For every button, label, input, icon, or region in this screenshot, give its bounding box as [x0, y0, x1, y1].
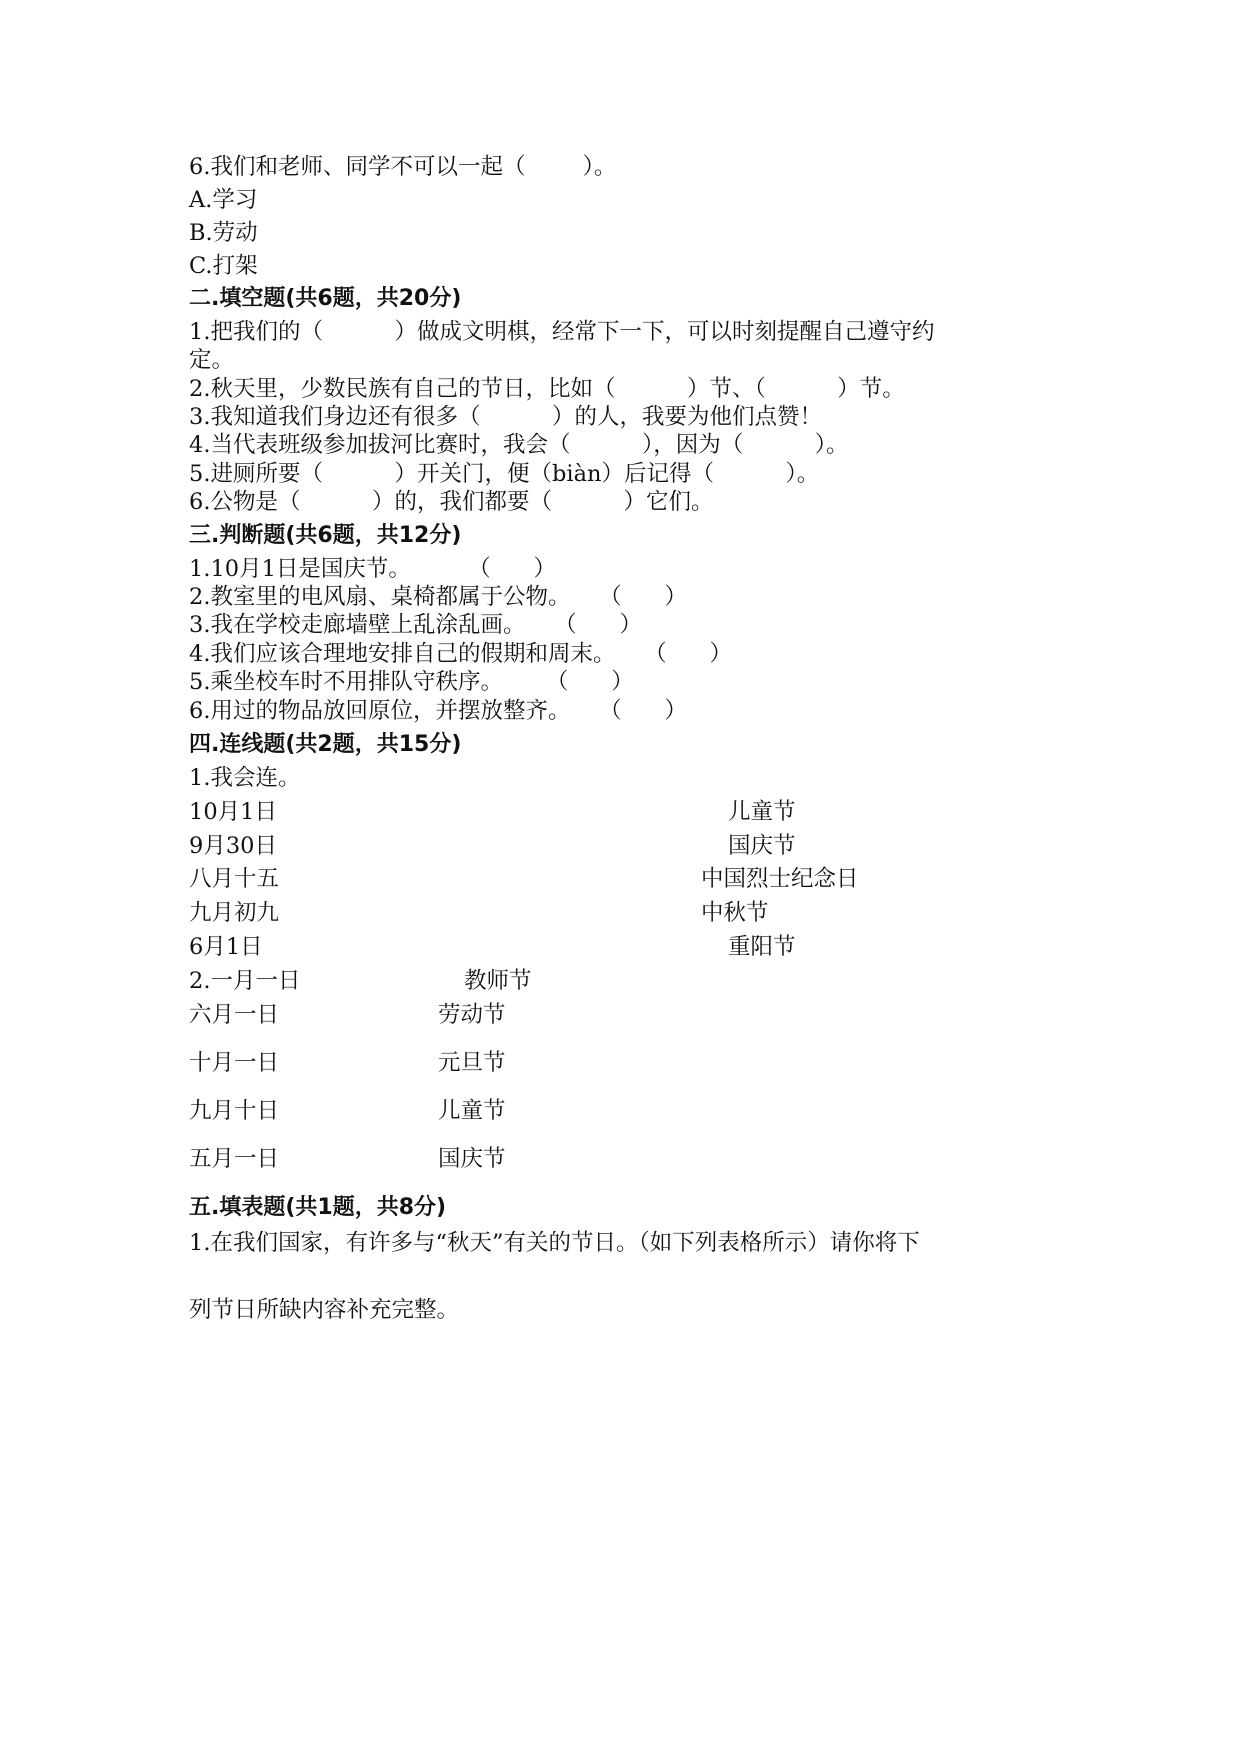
option-a: A.学习 [189, 187, 258, 213]
match2-left-item: 五月一日 [189, 1146, 280, 1172]
fill-line: 4.当代表班级参加拔河比赛时，我会（ ），因为（ ）。 [189, 432, 849, 458]
option-c: C.打架 [189, 253, 258, 279]
option-b: B.劳动 [189, 220, 258, 246]
match2-right-item: 教师节 [464, 968, 532, 994]
fill-line: 3.我知道我们身边还有很多（ ）的人，我要为他们点赞！ [189, 404, 822, 430]
match-right-item: 国庆节 [728, 833, 796, 859]
match-right-item: 儿童节 [728, 799, 796, 825]
match-left-item: 八月十五 [189, 866, 280, 892]
match2-right-item: 元旦节 [438, 1050, 506, 1076]
match-left-item: 10月1日 [189, 799, 277, 825]
judge-line: 6.用过的物品放回原位，并摆放整齐。 （ ） [189, 698, 687, 724]
match-right-item: 重阳节 [728, 934, 796, 960]
fill-line: 1.把我们的（ ）做成文明棋，经常下一下，可以时刻提醒自己遵守约 [189, 319, 935, 345]
match-right-item: 中国烈士纪念日 [701, 866, 859, 892]
table-question-line: 1.在我们国家，有许多与“秋天”有关的节日。（如下列表格所示）请你将下 [189, 1230, 920, 1256]
match2-right-item: 国庆节 [438, 1146, 506, 1172]
section-2-heading: 二.填空题(共6题，共20分) [189, 286, 462, 311]
match2-left-item: 十月一日 [189, 1050, 280, 1076]
section-3-heading: 三.判断题(共6题，共12分) [189, 523, 462, 548]
judge-line: 1.10月1日是国庆节。 （ ） [189, 556, 557, 582]
match-left-item: 九月初九 [189, 900, 280, 926]
match-right-item: 中秋节 [701, 900, 769, 926]
fill-line: 5.进厕所要（ ）开关门，便（biàn）后记得（ ）。 [189, 461, 820, 487]
table-question-line: 列节日所缺内容补充完整。 [189, 1297, 460, 1323]
fill-line: 定。 [189, 347, 235, 373]
judge-line: 2.教室里的电风扇、桌椅都属于公物。 （ ） [189, 584, 687, 610]
judge-line: 4.我们应该合理地安排自己的假期和周末。 （ ） [189, 641, 732, 667]
question-6-stem: 6.我们和老师、同学不可以一起（ ）。 [189, 154, 617, 180]
fill-line: 6.公物是（ ）的，我们都要（ ）它们。 [189, 489, 714, 515]
match-left-item: 6月1日 [189, 934, 263, 960]
section-4-heading: 四.连线题(共2题，共15分) [189, 732, 462, 757]
fill-line: 2.秋天里，少数民族有自己的节日，比如（ ）节、（ ）节。 [189, 376, 905, 402]
match2-right-item: 儿童节 [438, 1098, 506, 1124]
judge-line: 3.我在学校走廊墙壁上乱涂乱画。 （ ） [189, 612, 642, 638]
judge-line: 5.乘坐校车时不用排队守秩序。 （ ） [189, 669, 634, 695]
section-5-heading: 五.填表题(共1题，共8分) [189, 1195, 447, 1220]
match2-right-item: 劳动节 [438, 1002, 506, 1028]
match2-left-item: 六月一日 [189, 1002, 280, 1028]
match-left-item: 9月30日 [189, 833, 277, 859]
matching-q1-title: 1.我会连。 [189, 765, 301, 791]
match2-left-item: 2.一月一日 [189, 968, 301, 994]
match2-left-item: 九月十日 [189, 1098, 280, 1124]
